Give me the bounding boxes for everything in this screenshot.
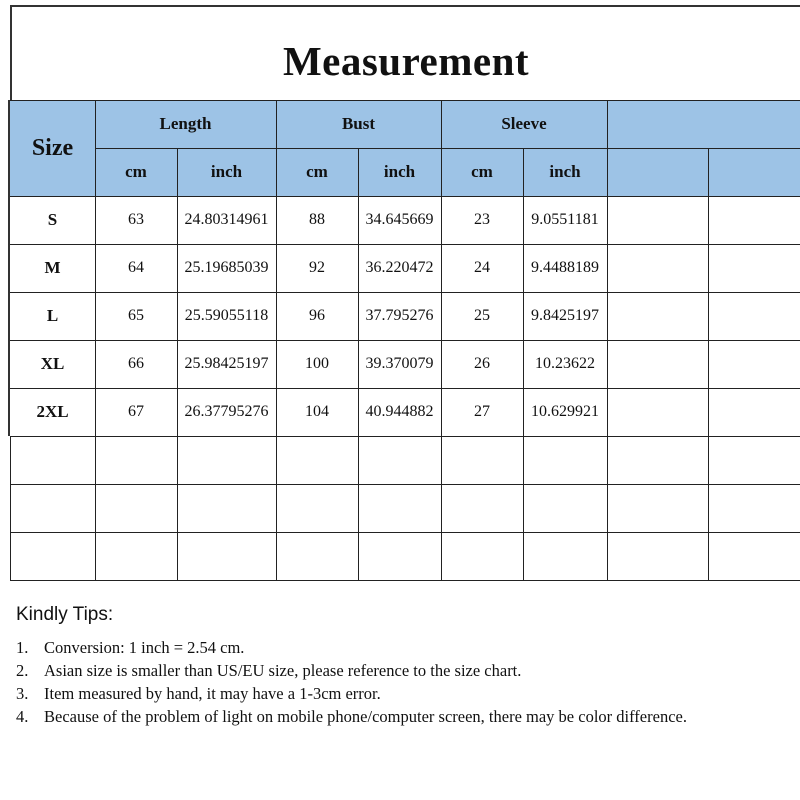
grid-line [10,532,800,533]
grid-line [10,436,800,437]
table-cell: 36.220472 [365,259,434,276]
table-cell: 67 [128,403,144,420]
tip-item [16,705,786,728]
tip-item [16,636,786,659]
tip-text: Item measured by hand, it may have a 1-3cm error. [44,684,381,703]
unit-header: cm [306,162,328,181]
table-cell: 25 [474,307,490,324]
table-cell: 9.8425197 [531,307,599,324]
tip-number: 2. [16,661,29,680]
table-cell: 34.645669 [365,211,434,228]
row-size: S [47,210,58,229]
table-cell: 25.59055118 [184,307,269,324]
tip-number: 3. [16,684,29,703]
unit-header: cm [471,162,493,181]
table-cell: 25.98425197 [184,355,269,372]
table-cell: 88 [309,211,325,228]
row-size: L [46,306,59,325]
table-cell: 100 [305,355,329,372]
unit-header: inch [549,162,581,181]
tip-text: Asian size is smaller than US/EU size, please reference to the size chart. [44,661,522,680]
size-header: Size [31,134,74,161]
tip-text: Because of the problem of light on mobile phone/computer screen, there may be color difference. [44,707,687,726]
grid-line [10,484,800,485]
row-size: XL [40,354,65,373]
tip-item [16,659,786,682]
group-header: Bust [341,114,376,133]
table-cell: 24.80314961 [184,211,269,228]
tip-item [16,682,786,705]
grid-line [10,436,11,580]
chart-title: Measurement [282,38,530,84]
table-cell: 9.4488189 [531,259,599,276]
kindly-tips [16,604,786,728]
unit-header: cm [125,162,147,181]
title-box [10,5,800,100]
grid-line [607,100,608,580]
group-header: Sleeve [501,114,547,133]
table-cell: 27 [474,403,490,420]
table-cell: 25.19685039 [184,259,269,276]
unit-header: inch [383,162,416,181]
table-cell: 26 [474,355,490,372]
size-table [10,100,800,582]
table-cell: 96 [309,307,325,324]
table-cell: 26.37795276 [184,403,269,420]
table-cell: 39.370079 [365,355,434,372]
grid-line [708,148,709,580]
tip-number: 1. [16,638,29,657]
table-cell: 10.629921 [531,403,599,420]
tip-number: 4. [16,707,29,726]
table-cell: 24 [474,259,490,276]
table-cell: 65 [128,307,144,324]
table-cell: 10.23622 [535,355,595,372]
table-cell: 40.944882 [365,403,434,420]
table-cell: 92 [309,259,325,276]
grid-line [10,580,800,581]
tips-list [16,636,786,728]
unit-header: inch [210,162,243,181]
table-cell: 64 [128,259,144,276]
table-cell: 66 [128,355,144,372]
row-size: 2XL [36,402,69,421]
group-header: Length [159,114,212,133]
row-size: M [44,258,61,277]
tip-text: Conversion: 1 inch = 2.54 cm. [44,638,245,657]
table-cell: 63 [128,211,144,228]
tips-title: Kindly Tips: [16,604,114,625]
table-cell: 104 [305,403,329,420]
table-cell: 37.795276 [365,307,434,324]
table-cell: 9.0551181 [531,211,599,228]
table-cell: 23 [474,211,490,228]
